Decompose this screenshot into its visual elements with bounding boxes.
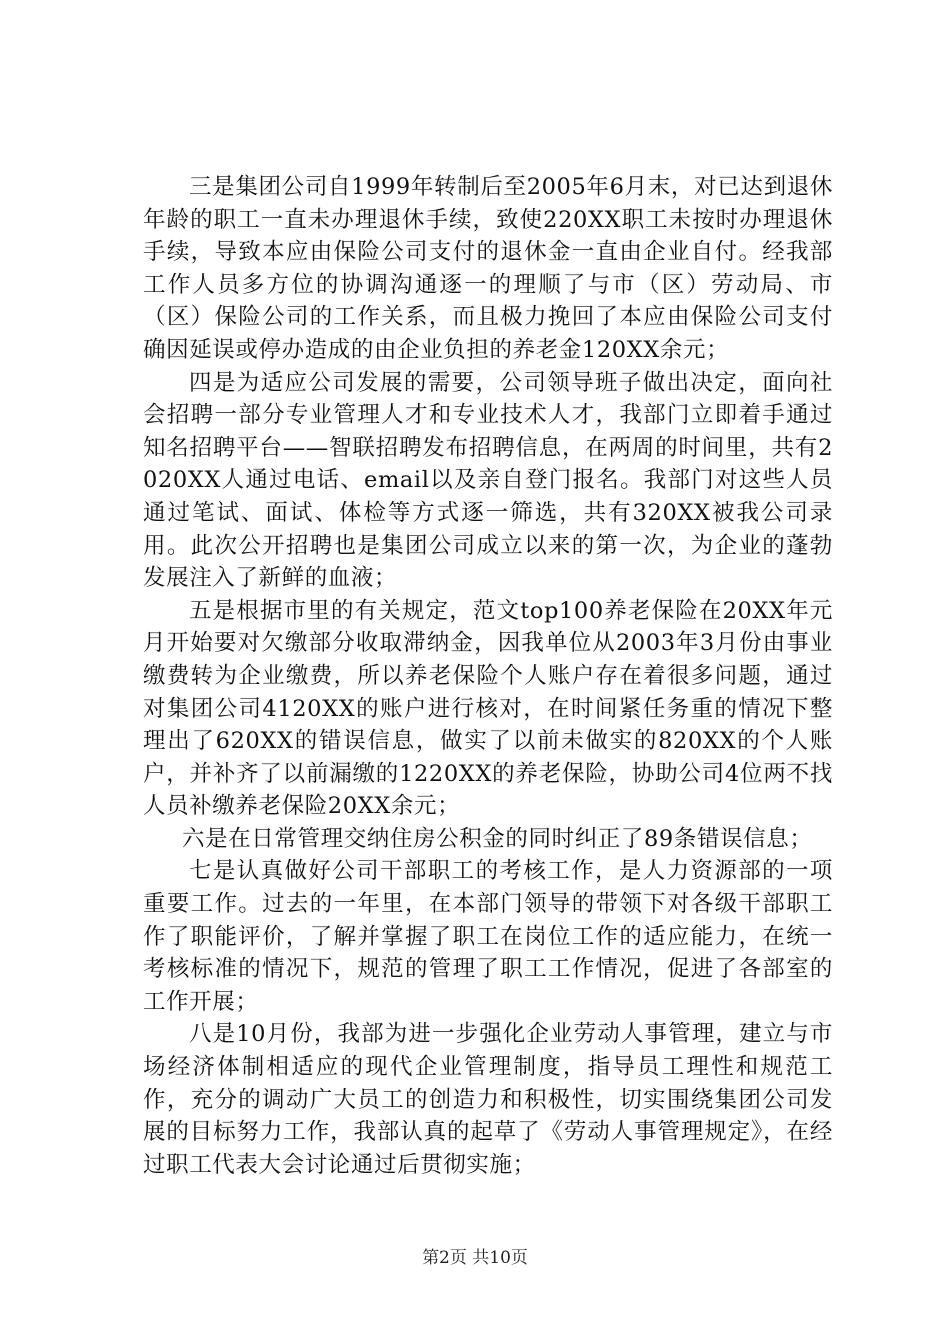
paragraph-regulations: 八是10月份，我部为进一步强化企业劳动人事管理，建立与市场经济体制相适应的现代企业管理制度，指导员工理性和规范工作，充分的调动广大员工的创造力和积极性，切实围绕集团公司发展的目标努力工作，我部认真的起草了《劳动人事管理规定》，在经过职工代表大会讨论通过后贯彻实施； bbox=[143, 1021, 833, 1178]
paragraph-assessment: 七是认真做好公司干部职工的考核工作，是人力资源部的一项重要工作。过去的一年里，在本部门领导的带领下对各级干部职工作了职能评价，了解并掌握了职工在岗位工作的适应能力，在统一考核标准的情况下，规范的管理了职工工作情况，促进了各部室的工作开展； bbox=[143, 858, 833, 1015]
paragraph-housing-fund: 六是在日常管理交纳住房公积金的同时纠正了89条错误信息； bbox=[182, 825, 813, 852]
document-body bbox=[143, 171, 833, 1181]
paragraph-recruitment: 四是为适应公司发展的需要，公司领导班子做出决定，面向社会招聘一部分专业管理人才和专业技术人才，我部门立即着手通过知名招聘平台——智联招聘发布招聘信息，在两周的时间里，共有2020XX人通过电话、email以及亲自登门报名。我部门对这些人员通过笔试、面试、体检等方式逐一筛选，共有320XX被我公司录用。此次公开招聘也是集团公司成立以来的第一次，为企业的蓬勃发展注入了新鲜的血液； bbox=[143, 369, 833, 592]
paragraph-pension-insurance: 五是根据市里的有关规定，范文top100养老保险在20XX年元月开始要对欠缴部分收取滞纳金，因我单位从2003年3月份由事业缴费转为企业缴费，所以养老保险个人账户存在着很多问题，通过对集团公司4120XX的账户进行核对，在时间紧任务重的情况下整理出了620XX的错误信息，做实了以前未做实的820XX的个人账户，并补齐了以前漏缴的1220XX的养老保险，协助公司4位两不找人员补缴养老保险20XX余元； bbox=[143, 597, 833, 820]
paragraph-retirement: 三是集团公司自1999年转制后至2005年6月末，对已达到退休年龄的职工一直未办理退休手续，致使220XX职工未按时办理退休手续，导致本应由保险公司支付的退休金一直由企业自付。经我部工作人员多方位的协调沟通逐一的理顺了与市（区）劳动局、市（区）保险公司的工作关系，而且极力挽回了本应由保险公司支付确因延误或停办造成的由企业负担的养老金120XX余元； bbox=[143, 174, 833, 363]
page-number-footer: 第2页 共10页 bbox=[422, 1248, 528, 1268]
